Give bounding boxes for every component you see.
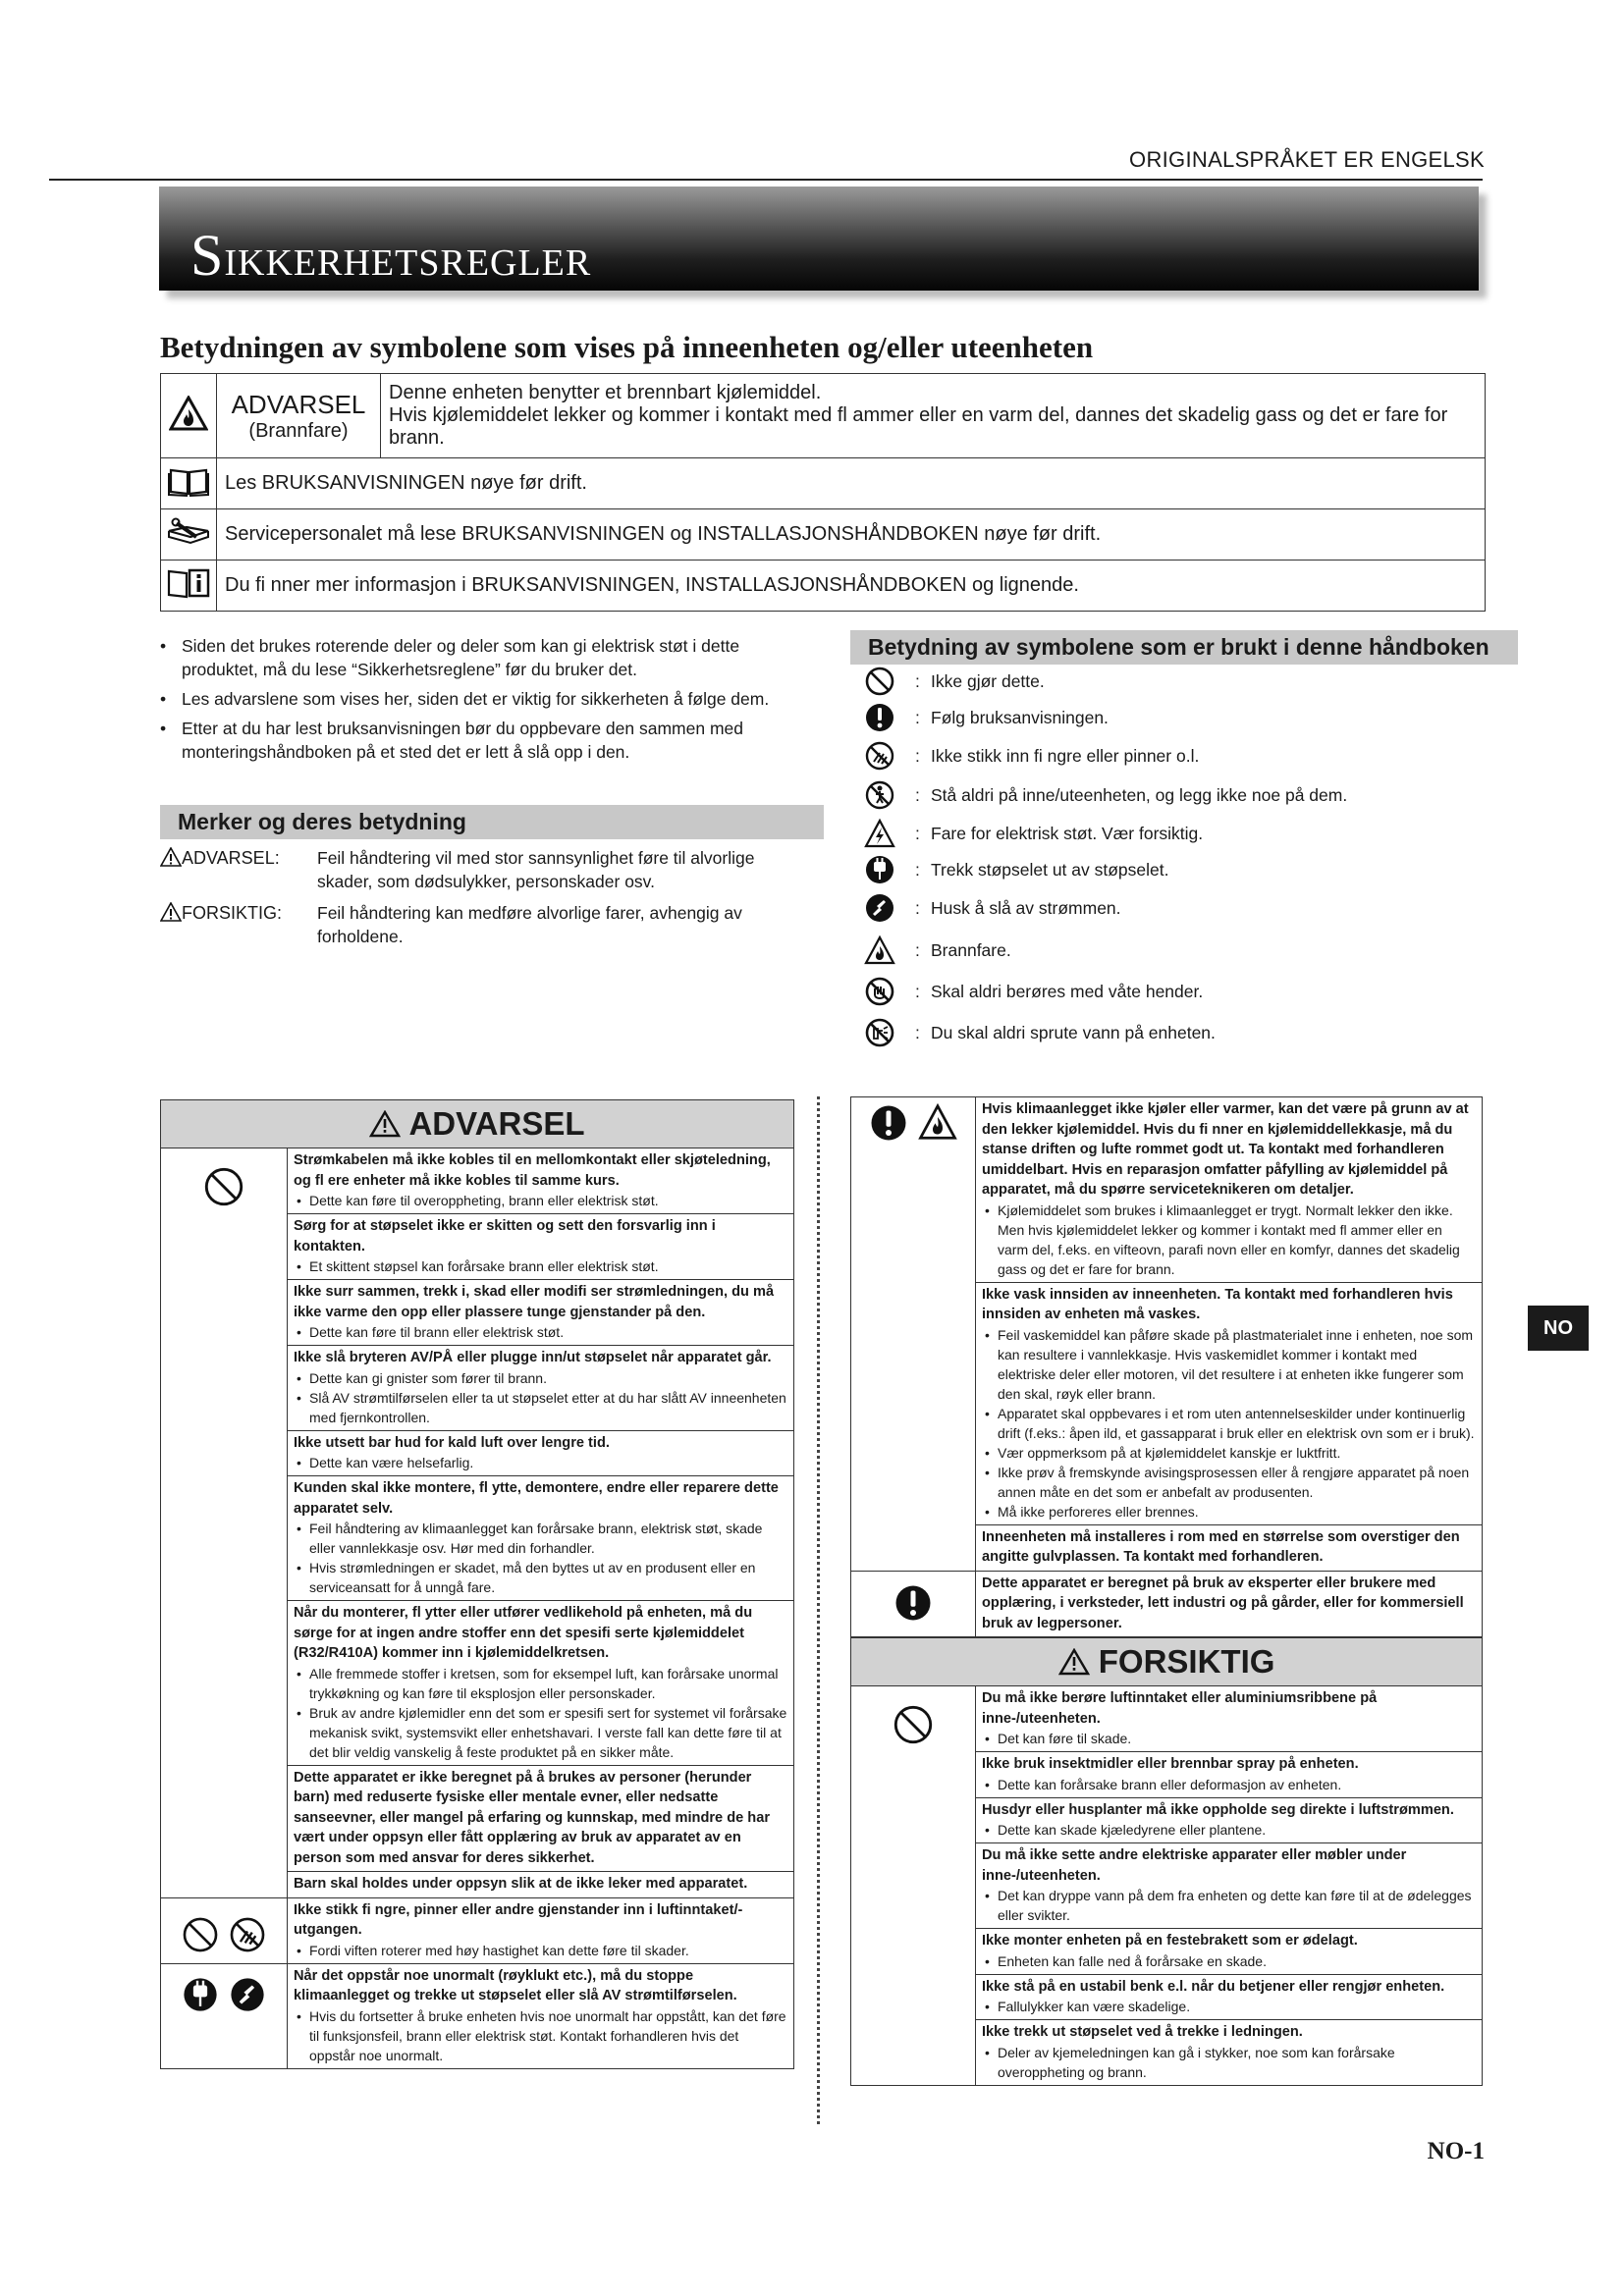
rule-bullet: • Apparatet skal oppbevares i et rom uten antennelseskilder under kontinuerlig drift (f.eks.: åpen ild, et gassapparat i bruk eller en elektrisk ovn som er i bruk).: [982, 1404, 1476, 1443]
rule-list: [976, 1097, 1482, 1571]
warning-line-1: Denne enheten benytter et brennbart kjølemiddel.: [389, 382, 822, 403]
power-off-icon: [864, 892, 895, 924]
mandatory-icon: [869, 1103, 908, 1143]
caution-triangle-icon: [160, 902, 182, 922]
group-icon-cell: [851, 1686, 976, 2085]
safety-rule: [976, 1097, 1482, 1283]
intro-bullet: • Etter at du har lest bruksanvisningen bør du oppbevare den sammen med monteringshåndboken på et sted det er lett å slå opp i den.: [160, 717, 788, 764]
warning-triangle-icon: [369, 1110, 401, 1138]
marker-caution-label: FORSIKTIG:: [160, 901, 282, 925]
rule-list: [976, 1686, 1482, 2085]
no-standing-icon: [864, 779, 895, 811]
safety-rule: [976, 2020, 1482, 2085]
symbol-colon: :: [915, 671, 920, 691]
rule-bullet: • Det kan føre til skade.: [982, 1729, 1476, 1748]
info-manual-icon: [167, 567, 210, 599]
safety-rule: [976, 1843, 1482, 1929]
safety-rule: [288, 1346, 793, 1431]
symbol-meaning-text: Brannfare.: [931, 940, 1011, 960]
prohibited-icon: [182, 1916, 219, 1953]
symbol-meaning-text: Fare for elektrisk støt. Vær forsiktig.: [931, 824, 1204, 843]
symbol-colon: :: [915, 824, 920, 843]
marker-warning-label: ADVARSEL:: [160, 846, 280, 870]
power-off-icon: [229, 1976, 266, 2013]
rule-bullet: • Dette kan føre til brann eller elektrisk støt.: [294, 1322, 787, 1342]
symbol-table-row-service: [161, 509, 1486, 561]
symbol-meaning-text: Følg bruksanvisningen.: [931, 708, 1109, 727]
prohibited-icon: [203, 1166, 244, 1207]
rule-bullet: • Dette kan skade kjæledyrene eller plantene.: [982, 1820, 1476, 1840]
warning-box: [160, 1099, 794, 2069]
intro-bullet-list: [160, 634, 788, 770]
rule-heading: Når du monterer, fl ytter eller utfører vedlikehold på enheten, må du sørge for at ingen andre stoffer enn det spesifi serte kjølemiddelet (R32/R410A) kommer inn i kjølemiddelkretsen.: [294, 1605, 753, 1661]
safety-rule: [288, 1872, 793, 1897]
symbol-table-row-warning: [161, 374, 1486, 458]
no-water-spray-icon: [864, 1017, 895, 1048]
symbol-meaning-item: [864, 1017, 1473, 1052]
rule-bullet: • Enheten kan falle ned å forårsake en skade.: [982, 1951, 1476, 1971]
warning-line-2: Hvis kjølemiddelet lekker og kommer i kontakt med fl ammer eller en varm del, dannes det skadelig gass og det er fare for brann.: [389, 404, 1448, 449]
manual-book-icon: [168, 465, 209, 497]
warning-title: ADVARSEL: [231, 389, 366, 419]
unplug-icon: [864, 854, 895, 885]
warning-group-general: [161, 1148, 793, 1898]
safety-rule: [288, 1964, 793, 2068]
rule-bullet: • Dette kan gi gnister som fører til brann.: [294, 1368, 787, 1388]
fire-hazard-icon: [918, 1103, 957, 1141]
rule-heading: Kunden skal ikke montere, fl ytte, demontere, endre eller reparere dette apparatet selv.: [294, 1480, 779, 1517]
rule-bullet: • Vær oppmerksom på at kjølemiddelet kanskje er luktfritt.: [982, 1443, 1476, 1463]
caution-triangle-icon: [1058, 1648, 1090, 1676]
safety-rule: [976, 1525, 1482, 1571]
symbol-meanings-heading: Betydning av symbolene som er brukt i denne håndboken: [850, 630, 1518, 665]
unplug-icon: [182, 1976, 219, 2013]
rule-bullet: • Hvis du fortsetter å bruke enheten hvis noe unormalt har oppstått, kan det føre til funksjonsfeil, brann eller elektrisk støt. Kontakt forhandleren hvis det oppstår noe unormalt.: [294, 2006, 787, 2065]
safety-rule: [288, 1431, 793, 1477]
rule-bullet: • Fordi viften roterer med høy hastighet kan dette føre til skader.: [294, 1941, 787, 1960]
rule-heading: Ikke surr sammen, trekk i, skad eller modifi ser strømledningen, du må ikke varme den opp eller plassere tunge gjenstander på den.: [294, 1284, 775, 1320]
safety-rule: [288, 1214, 793, 1280]
rule-heading: Husdyr eller husplanter må ikke oppholde seg direkte i luftstrømmen.: [982, 1801, 1454, 1818]
warning-group-abnormal: [161, 1964, 793, 2068]
rule-bullet: • Hvis strømledningen er skadet, må den byttes ut av en produsent eller en serviceansatt for å unngå fare.: [294, 1558, 787, 1597]
symbol-meaning-item: [864, 892, 1473, 928]
warning-label-cell: [217, 374, 381, 458]
warning-group-fingers: [161, 1898, 793, 1964]
prohibited-icon: [893, 1704, 934, 1745]
group-icon-cell: [161, 1898, 288, 1963]
rule-bullet: • Bruk av andre kjølemidler enn det som er spesifi sert for systemet vil forårsake mekanisk svikt, systemsvikt eller enhetshavari. I verste fall kan dette føre til at det blir veldig vanskelig å feste produktet på en sikker måte.: [294, 1703, 787, 1762]
fire-warning-icon: [169, 396, 208, 431]
safety-rule: [976, 1929, 1482, 1975]
fire-warning-cell: [161, 374, 217, 458]
rule-heading: Ikke bruk insektmidler eller brennbar spray på enheten.: [982, 1756, 1359, 1772]
symbol-meanings-list: [864, 666, 1473, 1058]
rule-list: [976, 1572, 1482, 1637]
rule-heading: Når det oppstår noe unormalt (røyklukt etc.), må du stoppe klimaanlegget og trekke ut støpselet eller slå AV strømtilførselen.: [294, 1967, 737, 2003]
markers-list: [160, 846, 790, 964]
warning-box-title: ADVARSEL: [408, 1105, 585, 1142]
rule-list: [288, 1148, 793, 1897]
rule-heading: Hvis klimaanlegget ikke kjøler eller varmer, kan det være på grunn av at den lekker kjølemiddel. Hvis du fi nner en kjølemiddellekkasje, må du stanse driften og lufte rommet godt ut. Ta kontakt med forhandleren umiddelbart. Hvis en reparasjon omfatter påfylling av kjølemiddel på apparatet, må du spørre serviceteknikeren om detaljer.: [982, 1101, 1469, 1198]
rule-heading: Du må ikke sette andre elektriske apparater eller møbler under inne-/uteenheten.: [982, 1847, 1407, 1884]
no-fingers-icon: [229, 1916, 266, 1953]
page-number: NO-1: [1427, 2138, 1485, 2164]
symbol-table: [160, 373, 1486, 612]
intro-bullet: • Les advarslene som vises her, siden det er viktig for sikkerheten å følge dem.: [160, 687, 788, 711]
symbol-meaning-text: Skal aldri berøres med våte hender.: [931, 982, 1204, 1001]
title-banner: [159, 187, 1479, 291]
manual-text: Les BRUKSANVISNINGEN nøye før drift.: [217, 458, 1486, 509]
original-language-note: ORIGINALSPRÅKET ER ENGELSK: [1129, 147, 1485, 172]
rule-heading: Ikke monter enheten på en festebrakett som er ødelagt.: [982, 1933, 1358, 1949]
warning-triangle-icon: [160, 847, 182, 867]
warning-group-experts: [851, 1572, 1482, 1638]
safety-rule: [976, 1798, 1482, 1844]
safety-rule: [288, 1601, 793, 1766]
safety-rule: [976, 1975, 1482, 2021]
safety-rule: [976, 1752, 1482, 1798]
symbol-colon: :: [915, 746, 920, 766]
safety-rule: [976, 1686, 1482, 1752]
rule-heading: Ikke stikk fi ngre, pinner eller andre gjenstander inn i luftinntaket/-utgangen.: [294, 1901, 743, 1938]
symbol-meaning-item: [864, 702, 1473, 737]
symbols-heading: Betydningen av symbolene som vises på inneenheten og/eller uteenheten: [160, 330, 1094, 364]
symbol-meaning-text: Trekk støpselet ut av støpselet.: [931, 860, 1169, 880]
symbol-table-row-info: [161, 561, 1486, 612]
safety-rule: [288, 1476, 793, 1601]
rule-heading: Ikke stå på en ustabil benk e.l. når du betjener eller rengjør enheten.: [982, 1978, 1445, 1995]
service-text: Servicepersonalet må lese BRUKSANVISNINGEN og INSTALLASJONSHÅNDBOKEN nøye før drift.: [217, 509, 1486, 561]
mandatory-icon: [893, 1583, 933, 1623]
warning-subtitle: (Brannfare): [248, 419, 349, 442]
rule-list: [288, 1898, 793, 1963]
group-icon-cell: [851, 1097, 976, 1571]
page-title: SIKKERHETSREGLER: [190, 223, 592, 288]
rule-heading: Dette apparatet er ikke beregnet på å brukes av personer (herunder barn) med reduserte fysiske eller mentale evner, eller nedsatte sanseevner, eller mangel på erfaring og kunnskap, med mindre de har vært under oppsyn eller fått opplæring av bruk av apparatet av en person som med ansvar for deres sikkerhet.: [294, 1769, 771, 1866]
symbol-meaning-item: [864, 818, 1473, 853]
symbol-colon: :: [915, 940, 920, 960]
symbol-meaning-item: [864, 666, 1473, 701]
warning-group-refrigerant: [851, 1097, 1482, 1572]
safety-rule: [288, 1898, 793, 1963]
safety-rule: [976, 1283, 1482, 1525]
electric-shock-icon: [864, 818, 895, 849]
no-wet-hands-icon: [864, 976, 895, 1007]
marker-warning-text: Feil håndtering vil med stor sannsynlighet føre til alvorlige skader, som dødsulykker, personskader osv.: [317, 848, 755, 891]
manual-cell: [161, 458, 217, 509]
symbol-meaning-text: Ikke gjør dette.: [931, 671, 1045, 691]
rule-heading: Dette apparatet er beregnet på bruk av eksperter eller brukere med opplæring, i verksteder, lett industri og på gårder, eller for kommersiell bruk av legpersoner.: [982, 1575, 1464, 1631]
symbol-meaning-item: [864, 779, 1473, 815]
group-icon-cell: [851, 1572, 976, 1637]
rule-heading: Strømkabelen må ikke kobles til en mellomkontakt eller skjøteledning, og fl ere enheter må ikke kobles til samme kurs.: [294, 1152, 771, 1189]
rule-bullet: • Kjølemiddelet som brukes i klimaanlegget er trygt. Normalt lekker den ikke. Men hvis kjølemiddelet lekker og kommer i kontakt med fl ammer eller en varm del, f.eks. en vifteovn, parafi novn eller en komfyr, dannes det skadelig gass og det er fare for brann.: [982, 1201, 1476, 1279]
rule-heading: Du må ikke berøre luftinntaket eller aluminiumsribbene på inne-/uteenheten.: [982, 1690, 1378, 1727]
warning-description: [381, 374, 1486, 458]
mandatory-icon: [864, 702, 895, 733]
safety-rule: [288, 1148, 793, 1214]
rule-heading: Ikke trekk ut støpselet ved å trekke i ledningen.: [982, 2024, 1303, 2040]
symbol-meaning-text: Stå aldri på inne/uteenheten, og legg ikke noe på dem.: [931, 785, 1348, 805]
warning-box-header: [161, 1100, 793, 1148]
group-icon-cell: [161, 1148, 288, 1897]
rule-bullet: • Dette kan være helsefarlig.: [294, 1453, 787, 1472]
intro-bullet: • Siden det brukes roterende deler og deler som kan gi elektrisk støt i dette produktet, må du lese “Sikkerhetsreglene” før du bruker det.: [160, 634, 788, 681]
safety-rule: [288, 1280, 793, 1346]
rule-bullet: • Deler av kjemeledningen kan gå i stykker, noe som kan forårsake overoppheting og brann.: [982, 2043, 1476, 2082]
rule-heading: Sørg for at støpselet ikke er skitten og sett den forsvarlig inn i kontakten.: [294, 1218, 716, 1255]
symbol-meaning-item: [864, 934, 1473, 970]
symbol-colon: :: [915, 982, 920, 1001]
symbol-meaning-text: Ikke stikk inn fi ngre eller pinner o.l.: [931, 746, 1200, 766]
symbol-meaning-item: [864, 740, 1473, 775]
symbol-meaning-text: Husk å slå av strømmen.: [931, 898, 1121, 918]
symbol-meaning-item: [864, 976, 1473, 1011]
rule-bullet: • Feil vaskemiddel kan påføre skade på plastmaterialet inne i enheten, noe som kan resultere i vannlekkasje. Hvis vaskemidlet kommer i kontakt med elektriske deler eller motoren, vil det resultere i at enheten ikke fungerer som den skal, røyk eller brann.: [982, 1325, 1476, 1404]
rule-bullet: • Ikke prøv å fremskynde avisingsprosessen eller å rengjøre apparatet på noen annen måte en det som er anbefalt av produsenten.: [982, 1463, 1476, 1502]
safety-rule: [288, 1766, 793, 1873]
rule-bullet: • Slå AV strømtilførselen eller ta ut støpselet etter at du har slått AV inneenheten med fjernkontrollen.: [294, 1388, 787, 1427]
caution-group: [851, 1686, 1482, 2085]
symbol-colon: :: [915, 898, 920, 918]
rule-bullet: • Fallulykker kan være skadelige.: [982, 1997, 1476, 2016]
fire-hazard-icon: [864, 934, 895, 966]
safety-rule: [976, 1572, 1482, 1637]
symbol-meaning-text: Du skal aldri sprute vann på enheten.: [931, 1023, 1216, 1042]
rule-bullet: • Dette kan forårsake brann eller deformasjon av enheten.: [982, 1775, 1476, 1794]
rule-bullet: • Alle fremmede stoffer i kretsen, som for eksempel luft, kan forårsake unormal trykkøkning og kan føre til eksplosjon eller personskader.: [294, 1664, 787, 1703]
service-manual-icon: [167, 517, 210, 547]
rule-bullet: • Det kan dryppe vann på dem fra enheten og dette kan føre til at de ødelegges eller svikter.: [982, 1886, 1476, 1925]
rule-heading: Inneenheten må installeres i rom med en størrelse som overstiger den angitte gulvplassen. Ta kontakt med forhandleren.: [982, 1528, 1460, 1565]
caution-box-title: FORSIKTIG: [1098, 1643, 1275, 1680]
rule-bullet: • Et skittent støpsel kan forårsake brann eller elektrisk støt.: [294, 1256, 787, 1276]
symbol-colon: :: [915, 860, 920, 880]
header-rule: [49, 179, 1483, 181]
warning-box-continued: [850, 1096, 1483, 2086]
symbol-colon: :: [915, 785, 920, 805]
marker-caution-text: Feil håndtering kan medføre alvorlige farer, avhengig av forholdene.: [317, 903, 742, 946]
symbol-meaning-item: [864, 854, 1473, 889]
prohibited-icon: [864, 666, 895, 697]
no-fingers-icon: [864, 740, 895, 772]
rule-list: [288, 1964, 793, 2068]
symbol-table-row-manual: [161, 458, 1486, 509]
rule-bullet: • Må ikke perforeres eller brennes.: [982, 1502, 1476, 1522]
symbol-colon: :: [915, 708, 920, 727]
service-cell: [161, 509, 217, 561]
markers-heading: Merker og deres betydning: [160, 805, 824, 839]
language-tab: NO: [1528, 1306, 1589, 1351]
rule-heading: Ikke vask innsiden av inneenheten. Ta kontakt med forhandleren hvis innsiden av enheten må vaskes.: [982, 1286, 1453, 1322]
info-text: Du fi nner mer informasjon i BRUKSANVISNINGEN, INSTALLASJONSHÅNDBOKEN og lignende.: [217, 561, 1486, 612]
rule-bullet: • Dette kan føre til overoppheting, brann eller elektrisk støt.: [294, 1191, 787, 1210]
rule-heading: Ikke slå bryteren AV/PÅ eller plugge inn/ut støpselet når apparatet går.: [294, 1350, 772, 1365]
rule-bullet: • Feil håndtering av klimaanlegget kan forårsake brann, elektrisk støt, skade eller vannlekkasje osv. Hør med din forhandler.: [294, 1519, 787, 1558]
info-cell: [161, 561, 217, 612]
rule-heading: Barn skal holdes under oppsyn slik at de ikke leker med apparatet.: [294, 1876, 748, 1892]
caution-box-header: [851, 1637, 1482, 1686]
symbol-colon: :: [915, 1023, 920, 1042]
rule-heading: Ikke utsett bar hud for kald luft over lengre tid.: [294, 1434, 610, 1451]
column-divider: [817, 1096, 820, 2124]
group-icon-cell: [161, 1964, 288, 2068]
